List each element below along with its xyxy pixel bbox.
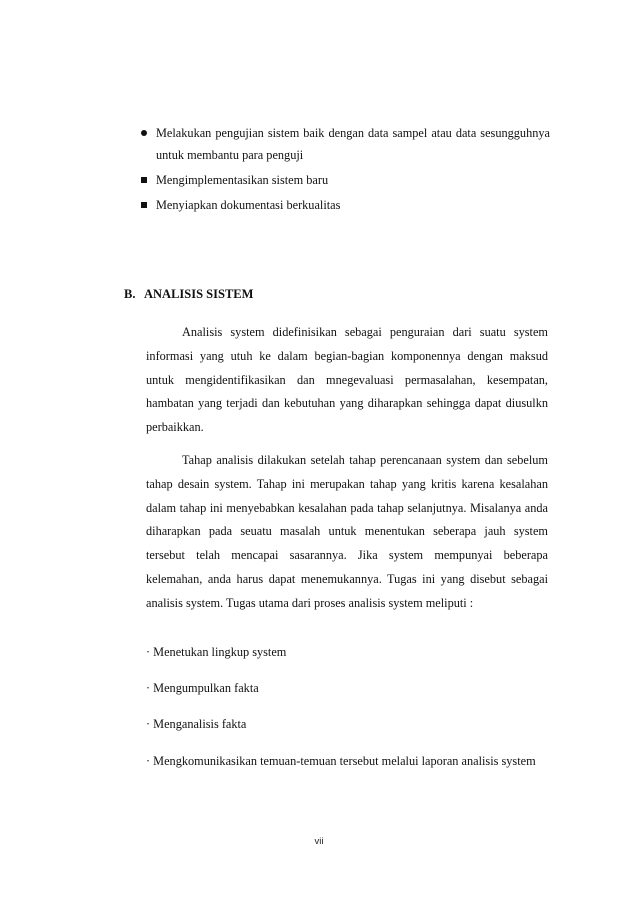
square-bullet-icon (141, 177, 147, 183)
paragraph: Analisis system didefinisikan sebagai penguraian dari suatu system informasi yang utuh ke dalam begian-bagian komponennya dengan maksud untuk mengidentifikasikan dan mnegevaluasi permasalahan, kesempatan, hambatan yang terjadi dan kebutuhan yang diharapkan sehingga dapat diusulkn perbaikkan. (146, 325, 548, 435)
page-number: vii (314, 836, 324, 847)
list-item-text: Menyiapkan dokumentasi berkualitas (156, 198, 341, 212)
paragraph: Tahap analisis dilakukan setelah tahap perencanaan system dan sebelum tahap desain system. Tahap ini merupakan tahap yang kritis karena kesalahan dalam tahap ini menyebabkan kesalahan pada tahap selanjutnya. Misalanya anda diharapkan pada seuatu masalah untuk menentukan seberapa jauh system tersebut telah mencapai sasarannya. Jika system mempunyai beberapa kelemahan, anda harus dapat menemukannya. Tugas ini yang disebut sebagai analisis system. Tugas utama dari proses analisis system meliputi : (146, 452, 548, 610)
task-list (146, 677, 548, 701)
list-item: · Mengkomunikasikan temuan-temuan tersebut melalui laporan analisis system (146, 754, 536, 768)
section-number: B. (124, 287, 136, 301)
top-bullet-list (138, 122, 550, 219)
list-item: · Menetukan lingkup system (146, 645, 287, 659)
list-item (138, 169, 550, 191)
list-item: · Menganalisis fakta (146, 717, 247, 731)
list-item (138, 122, 550, 166)
section-body (146, 321, 548, 625)
list-item (138, 194, 550, 216)
section-heading (124, 287, 253, 302)
list-item-text: Mengimplementasikan sistem baru (156, 173, 329, 187)
task-list (146, 713, 548, 737)
square-bullet-icon (141, 202, 147, 208)
task-list (146, 750, 548, 774)
list-item-text: Melakukan pengujian sistem baik dengan data sampel atau data sesungguhnya untuk membantu para penguji (156, 126, 550, 162)
round-bullet-icon (141, 130, 147, 136)
section-title: ANALISIS SISTEM (144, 287, 254, 301)
task-list (146, 641, 548, 665)
list-item: · Mengumpulkan fakta (146, 681, 259, 695)
